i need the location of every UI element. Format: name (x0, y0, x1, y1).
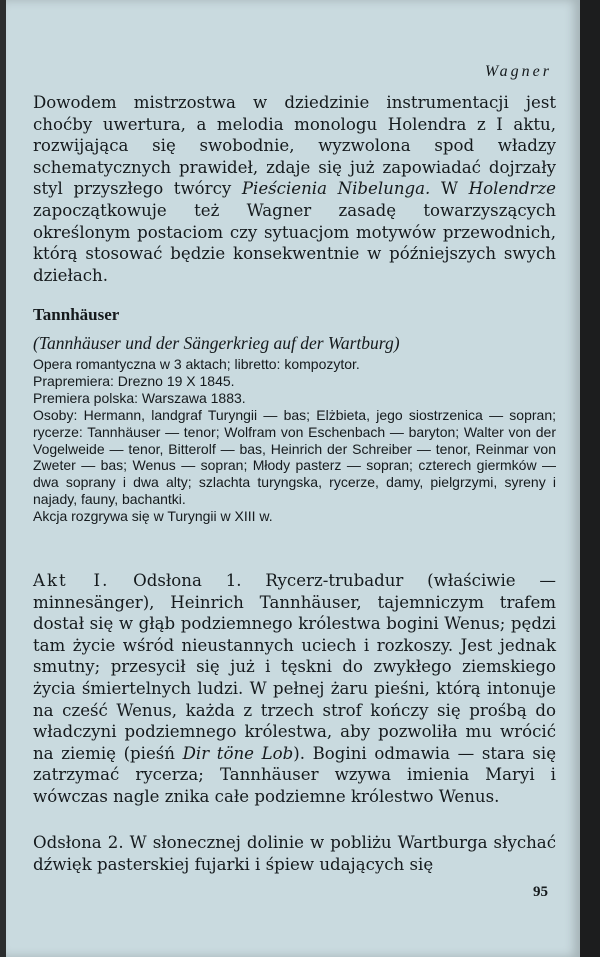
page-edge-shadow (580, 0, 600, 957)
intro-text-2: W (430, 179, 469, 199)
act1-text-2: ). Bogini odmawia — stara się zatrzymać rycerza; Tannhäuser wzywa imienia Maryi i wówczas nagle znika całe podziemne królestwo Wenus. (33, 743, 557, 806)
opera-description: Opera romantyczna w 3 aktach; libretto: kompozytor. (33, 356, 360, 372)
intro-paragraph (33, 92, 556, 286)
opera-premiere-poland: Premiera polska: Warszawa 1883. (33, 389, 246, 406)
intro-italic-1: Pieścienia Nibelunga. (241, 179, 431, 199)
running-head: Wagner (484, 63, 552, 80)
page-number: 95 (533, 884, 548, 900)
intro-italic-2: Holendrze (468, 179, 557, 199)
act1-text-1: Odsłona 1. Rycerz-trubadur (właściwie — minnesänger), Heinrich Tannhäuser, tajemniczym trafem dostał się w głąb podziemnego królestwa bogini Wenus; pędzi tam życie wśród nieustannych uciech i rozkoszy. Jest jednak smutny; przesycił się już i tęskni do zwykłego ziemskiego życia śmiertelnych ludzi. W pełnej żaru pieśni, którą intonuje na cześć Wenus, każda z trzech strof kończy się prośbą do władczyni podziemnego królestwa, aby pozwoliła mu wrócić na ziemię (pieśń (33, 571, 556, 763)
intro-text-1: Dowodem mistrzostwa w dziedzinie instrumentacji jest choćby uwertura, a melodia monologu Holendra z I aktu, rozwijająca się swobodnie, wyzwolona spod władzy schematycznych prawideł, zdaje się już zapowiadać dojrzały styl przyszłego twórcy (33, 93, 556, 199)
act1-italic: Dir töne Lob (182, 743, 294, 763)
act1-paragraph (33, 570, 556, 808)
opera-subtitle: (Tannhäuser und der Sängerkrieg auf der Wartburg) (33, 333, 400, 353)
opera-info (33, 356, 556, 525)
opera-premiere: Prapremiera: Drezno 19 X 1845. (33, 372, 235, 389)
opera-title: Tannhäuser (33, 305, 120, 324)
act1-label: Akt I. (33, 571, 110, 590)
intro-text-3: zapoczątkowuje też Wagner zasadę towarzyszących określonym postaciom czy sytuacjom motywów przewodnich, którą stosować będzie konsekwentnie w późniejszych swych dziełach. (33, 200, 556, 285)
opera-setting: Akcja rozgrywa się w Turyngii w XIII w. (33, 508, 273, 525)
opera-cast: Osoby: Hermann, landgraf Turyngii — bas; Elżbieta, jego siostrzenica — sopran; rycerze: Tannhäuser — tenor; Wolfram von Eschenbach — baryton; Walter von der Vogelweide — tenor, Bitterolf — bas, Heinrich der Schreiber — tenor, Reinmar von Zweter — bas; Wenus — sopran; Młody pasterz — sopran; czterech giermków — dwa soprany i dwa alty; szlachta turyngska, rycerze, damy, pielgrzymi, syreny i najady, fauny, bachantki. (33, 406, 556, 508)
book-page (6, 0, 580, 957)
act1-scene2: Odsłona 2. W słonecznej dolinie w pobliżu Wartburga słychać dźwięk pasterskiej fujarki i śpiew udających się (33, 833, 556, 874)
